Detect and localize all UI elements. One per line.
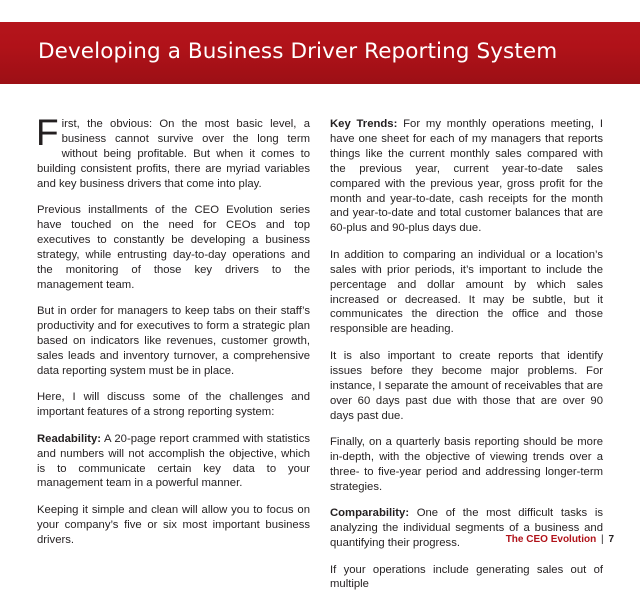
top-margin (0, 0, 640, 22)
page-footer (506, 534, 614, 545)
footer-separator: | (601, 534, 604, 545)
footer-brand: The CEO Evolution (505, 534, 597, 545)
paragraph-comparing: In addition to comparing an individual or a location’s sales with prior periods, it’s important to include the percentage and dollar amount by which sales increased or decreased. It may be subtle, but it communicates the direction the office and those responsible are heading. (330, 248, 603, 336)
paragraph-multiple-operations: If your operations include generating sales out of multiple (330, 563, 603, 591)
readability-heading: Readability: (37, 432, 102, 445)
drop-cap: F (36, 112, 59, 153)
comparability-heading: Comparability: (330, 507, 410, 520)
title-banner (0, 22, 640, 84)
paragraph-challenges: Here, I will discuss some of the challenges and important features of a strong reporting system: (37, 391, 310, 419)
key-trends-text: For my monthly operations meeting, I have one sheet for each of my managers that reports things like the current monthly sales compared with the previous year, current year-to-date sales compared with the previous year, gross profit for the month and year-to-date, cash receipts for the month and year-to-date and total customer balances that are 60-plus and 90-plus days due. (330, 118, 603, 235)
paragraph-identify-issues: It is also important to create reports that identify issues before they become major problems. For instance, I separate the amount of receivables that are over 60 days past due with those that are over 90 days past due. (330, 349, 603, 422)
paragraph-key-trends (330, 117, 603, 236)
readability-text: A 20-page report crammed with statistics and numbers will not accomplish the objective, which is to communicate certain key data to your management team in a powerful manner. (37, 432, 310, 490)
key-trends-heading: Key Trends: (330, 118, 398, 130)
paragraph-intro (36, 112, 310, 192)
paragraph-previous-installments: Previous installments of the CEO Evolution series have touched on the need for CEOs and top executives to constantly be developing a business strategy, while entrusting day-to-day operations and the monitoring of those key drivers to the management team. (37, 204, 310, 291)
right-column (330, 117, 603, 604)
left-column (36, 112, 310, 559)
page-number: 7 (608, 534, 614, 545)
paragraph-keep-simple: Keeping it simple and clean will allow you to focus on your company’s five or six most important business drivers. (37, 503, 310, 546)
comparability-text: One of the most difficult tasks is analyzing the individual segments of a business and quantifying their progress. (330, 507, 603, 550)
paragraph-managers: But in order for managers to keep tabs on their staff’s productivity and for executives to form a strategic plan based on indicators like revenues, customer growth, sales leads and inventory turnover, a comprehensive data reporting system must be in place. (37, 305, 310, 377)
page-title: Developing a Business Driver Reporting System (38, 39, 558, 64)
paragraph-quarterly: Finally, on a quarterly basis reporting should be more in-depth, with the objective of viewing trends over a three- to five-year period and addressing longer-term strategies. (330, 436, 603, 493)
paragraph-intro-text: irst, the obvious: On the most basic level, a business cannot survive over the long term without being profitable. But when it comes to building consistent profits, there are myriad variables and key business drivers that come into play. (37, 118, 310, 190)
paragraph-readability (37, 432, 310, 492)
